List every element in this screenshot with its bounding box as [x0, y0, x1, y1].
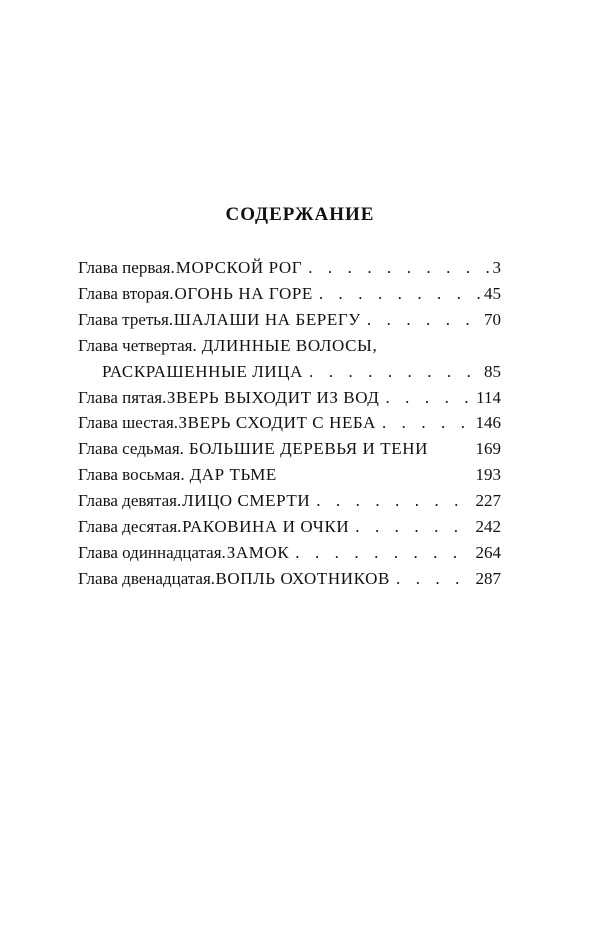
chapter-label: Глава четвертая. — [78, 335, 197, 355]
toc-entry-10 — [78, 514, 501, 540]
chapter-title: МОРСКОЙ РОГ — [175, 258, 303, 277]
page-number: 193 — [475, 465, 501, 485]
chapter-label: Глава пятая. — [78, 387, 167, 407]
chapter-title: ОГОНЬ НА ГОРЕ — [174, 283, 313, 303]
page-number: 242 — [475, 517, 501, 537]
dot-leader — [367, 307, 480, 333]
chapter-label: Глава шестая. — [78, 413, 179, 433]
chapter-label: Глава девятая. — [78, 491, 182, 511]
page-number: 287 — [475, 568, 501, 588]
chapter-title: РАКОВИНА И ОЧКИ — [182, 517, 350, 537]
chapter-title: ДАР ТЬМЕ — [189, 465, 277, 485]
chapter-label: Глава двенадцатая. — [78, 568, 216, 588]
dot-leader — [319, 281, 480, 307]
dot-leader — [309, 359, 480, 385]
page-number: 45 — [484, 283, 501, 303]
chapter-label: Глава вторая. — [78, 283, 174, 303]
toc-entry-7 — [78, 436, 501, 462]
page-number: 70 — [484, 309, 501, 329]
chapter-title: ЗАМОК — [226, 542, 290, 562]
page-number: 169 — [475, 439, 501, 459]
chapter-label: Глава восьмая. — [78, 465, 185, 485]
dot-leader — [308, 255, 488, 281]
chapter-title: ЛИЦО СМЕРТИ — [182, 491, 311, 511]
toc-entry-5 — [78, 385, 501, 411]
chapter-title: ВОПЛЬ ОХОТНИКОВ — [215, 568, 390, 588]
chapter-label: Глава третья. — [78, 309, 174, 329]
page-number: 146 — [475, 413, 501, 433]
chapter-title: ШАЛАШИ НА БЕРЕГУ — [173, 309, 361, 329]
chapter-label: Глава седьмая. — [78, 439, 184, 459]
page-number: 227 — [475, 491, 501, 511]
dot-leader — [385, 385, 472, 411]
toc-entry-3 — [78, 307, 501, 333]
toc-entry-9 — [78, 488, 501, 514]
page-number: 264 — [475, 542, 501, 562]
dot-leader — [295, 540, 471, 566]
chapter-title: ЗВЕРЬ ВЫХОДИТ ИЗ ВОД — [166, 387, 380, 407]
dot-leader — [396, 566, 472, 592]
chapter-label: Глава одиннадцатая. — [78, 542, 226, 562]
chapter-title: ЗВЕРЬ СХОДИТ С НЕБА — [178, 413, 376, 433]
chapter-title: БОЛЬШИЕ ДЕРЕВЬЯ И ТЕНИ — [188, 439, 429, 459]
page-number: 3 — [492, 258, 501, 277]
toc-list — [78, 255, 501, 592]
page-number: 85 — [484, 361, 501, 381]
toc-entry-12 — [78, 566, 501, 592]
chapter-title-continued: РАСКРАШЕННЫЕ ЛИЦА — [102, 361, 304, 381]
dot-leader — [355, 514, 471, 540]
toc-entry-4 — [78, 333, 501, 385]
chapter-title: ДЛИННЫЕ ВОЛОСЫ, — [201, 335, 378, 355]
dot-leader — [382, 410, 472, 436]
toc-entry-1 — [78, 255, 501, 281]
page-number: 114 — [476, 387, 501, 407]
toc-heading: СОДЕРЖАНИЕ — [225, 204, 375, 225]
toc-entry-6 — [78, 410, 501, 436]
dot-leader — [316, 488, 471, 514]
toc-entry-2 — [78, 281, 501, 307]
chapter-label: Глава первая. — [78, 258, 175, 277]
toc-entry-8 — [78, 462, 501, 488]
toc-entry-11 — [78, 540, 501, 566]
chapter-label: Глава десятая. — [78, 517, 182, 537]
